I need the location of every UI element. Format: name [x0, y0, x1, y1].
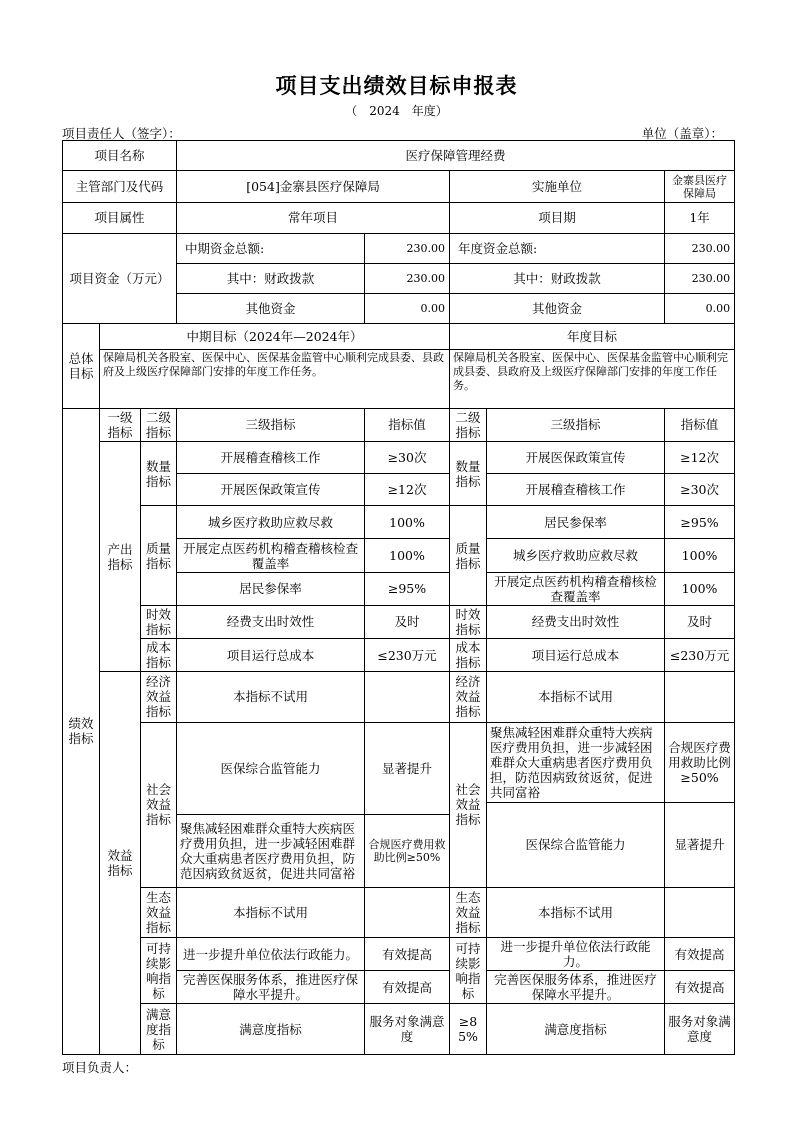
year-value-header: 指标值 — [665, 408, 735, 441]
year-goal-header: 年度目标 — [450, 324, 735, 350]
table-cell: 100% — [365, 506, 450, 539]
project-period-value: 1年 — [665, 203, 735, 233]
table-cell — [665, 672, 735, 722]
year-level2-header: 二级指标 — [450, 408, 487, 441]
table-cell — [665, 887, 735, 937]
table-cell — [365, 887, 450, 937]
mid-goal-text: 保障局机关各股室、医保中心、医保基金监管中心顺利完成县委、县政府及上级医疗保障部门安排的年度工作任务。 — [100, 350, 450, 408]
perf-indicators-label: 绩效指标 — [63, 408, 100, 1054]
year-quantity-label: 数量指标 — [450, 441, 487, 505]
project-period-label: 项目期 — [450, 203, 665, 233]
table-cell: 开展医保政策宣传 — [487, 441, 665, 473]
year-sustain-label: 可持续影响指标 — [450, 938, 487, 1004]
table-cell: 有效提高 — [665, 971, 735, 1004]
table-cell: 聚焦减轻困难群众重特大疾病医疗费用负担，进一步减轻困难群众大重病患者医疗费用负担，防范因病致贫返贫，促进共同富裕 — [177, 815, 365, 887]
table-cell: 有效提高 — [665, 938, 735, 971]
performance-goal-table — [62, 140, 735, 1055]
table-cell: 100% — [665, 572, 735, 605]
overall-goals-label: 总体目标 — [63, 324, 100, 409]
table-cell: 开展医保政策宣传 — [177, 474, 365, 506]
table-cell: 及时 — [665, 605, 735, 638]
table-cell: 本指标不试用 — [177, 887, 365, 937]
responsible-signature-label: 项目责任人（签字）： — [62, 126, 181, 141]
table-cell: 城乡医疗救助应救尽救 — [177, 506, 365, 539]
mid-sustain-label: 可持续影响指标 — [141, 938, 177, 1004]
table-cell: 本指标不试用 — [177, 672, 365, 722]
table-cell: ≥12次 — [365, 474, 450, 506]
year-satisf-label: 满意度指标 — [487, 1004, 665, 1055]
year-econ-label: 经济效益指标 — [450, 672, 487, 722]
mid-social-label: 社会效益指标 — [141, 722, 177, 887]
year-level3-header: 三级指标 — [487, 408, 665, 441]
year-total-label: 年度资金总额: — [450, 233, 665, 263]
unit-seal-label: 单位（盖章）： — [641, 126, 723, 141]
table-cell: 显著提升 — [665, 803, 735, 888]
project-attr-value: 常年项目 — [177, 203, 450, 233]
table-cell: 聚焦减轻困难群众重特大疾病医疗费用负担，进一步减轻困难群众大重病患者医疗费用负担，防范因病致贫返贫，促进共同富裕 — [487, 722, 665, 803]
year-eco-label: 生态效益指标 — [450, 887, 487, 937]
level2-header: 二级指标 — [141, 408, 177, 441]
table-cell: 开展定点医药机构稽查稽核检查覆盖率 — [177, 539, 365, 572]
funds-label: 项目资金（万元） — [63, 233, 177, 324]
value-header: 指标值 — [365, 408, 450, 441]
table-cell: ≥85% — [450, 1004, 487, 1055]
mid-quantity-label: 数量指标 — [141, 441, 177, 505]
table-cell: 100% — [365, 539, 450, 572]
project-attr-label: 项目属性 — [63, 203, 177, 233]
table-cell: 医保综合监管能力 — [177, 722, 365, 815]
table-cell: 本指标不试用 — [487, 887, 665, 937]
table-cell: 项目运行总成本 — [487, 639, 665, 672]
table-cell: 完善医保服务体系，推进医疗保障水平提升。 — [487, 971, 665, 1004]
mid-satisf-label: 满意度指标 — [177, 1004, 365, 1055]
project-name-value: 医疗保障管理经费 — [177, 141, 735, 171]
year-time-label: 时效指标 — [450, 605, 487, 638]
year-line: （ 2024 年度） — [345, 104, 448, 118]
table-cell: 居民参保率 — [177, 572, 365, 605]
mid-other-value: 0.00 — [365, 293, 450, 323]
table-cell: 项目运行总成本 — [177, 639, 365, 672]
table-cell: 完善医保服务体系，推进医疗保障水平提升。 — [177, 971, 365, 1004]
level3-header: 三级指标 — [177, 408, 365, 441]
mid-time-label: 时效指标 — [141, 605, 177, 638]
mid-other-label: 其他资金 — [177, 293, 365, 323]
project-leader-label: 项目负责人： — [62, 1060, 138, 1075]
year-fiscal-label: 其中：财政拨款 — [450, 263, 665, 293]
table-cell: 有效提高 — [365, 938, 450, 971]
year-fiscal-value: 230.00 — [665, 263, 735, 293]
mid-fiscal-label: 其中：财政拨款 — [177, 263, 365, 293]
table-cell: 进一步提升单位依法行政能力。 — [177, 938, 365, 971]
year-other-value: 0.00 — [665, 293, 735, 323]
dept-label: 主管部门及代码 — [63, 171, 177, 203]
year-other-label: 其他资金 — [450, 293, 665, 323]
mid-goal-header: 中期目标（2024年—2024年） — [100, 324, 450, 350]
table-cell: 开展定点医药机构稽查稽核检查覆盖率 — [487, 572, 665, 605]
mid-total-value: 230.00 — [365, 233, 450, 263]
mid-cost-label: 成本指标 — [141, 639, 177, 672]
dept-value: [054]金寨县医疗保障局 — [177, 171, 450, 203]
table-cell: 服务对象满意度 — [365, 1004, 450, 1055]
table-cell: 城乡医疗救助应救尽救 — [487, 539, 665, 572]
year-social-label: 社会效益指标 — [450, 722, 487, 887]
table-cell: 进一步提升单位依法行政能力。 — [487, 938, 665, 971]
table-cell: ≥30次 — [665, 474, 735, 506]
table-cell: 显著提升 — [365, 722, 450, 815]
table-cell: 开展稽查稽核工作 — [177, 441, 365, 473]
table-cell: ≥30次 — [365, 441, 450, 473]
table-cell: 经费支出时效性 — [177, 605, 365, 638]
year-quality-label: 质量指标 — [450, 506, 487, 606]
table-cell: 医保综合监管能力 — [487, 803, 665, 888]
table-cell: ≤230万元 — [665, 639, 735, 672]
impl-unit-label: 实施单位 — [450, 171, 665, 203]
table-cell: 经费支出时效性 — [487, 605, 665, 638]
table-cell: 居民参保率 — [487, 506, 665, 539]
year-goal-text: 保障局机关各股室、医保中心、医保基金监管中心顺利完成县委、县政府及上级医疗保障部门安排的年度工作任务。 — [450, 350, 735, 408]
table-cell: ≥95% — [365, 572, 450, 605]
project-name-label: 项目名称 — [63, 141, 177, 171]
table-cell: 合规医疗费用救助比例≥50% — [665, 722, 735, 803]
mid-quality-label: 质量指标 — [141, 506, 177, 606]
table-cell: 100% — [665, 539, 735, 572]
table-cell: 服务对象满意度 — [665, 1004, 735, 1055]
table-cell: ≤230万元 — [365, 639, 450, 672]
satisfaction-indicator-label: 满意度指标 — [141, 1004, 177, 1055]
mid-total-label: 中期资金总额: — [177, 233, 365, 263]
table-cell: ≥12次 — [665, 441, 735, 473]
table-cell: 本指标不试用 — [487, 672, 665, 722]
table-cell: 开展稽查稽核工作 — [487, 474, 665, 506]
output-indicator-label: 产出指标 — [100, 441, 141, 671]
year-cost-label: 成本指标 — [450, 639, 487, 672]
impl-unit-value: 金寨县医疗保障局 — [665, 171, 735, 203]
year-total-value: 230.00 — [665, 233, 735, 263]
mid-econ-label: 经济效益指标 — [141, 672, 177, 722]
page-title: 项目支出绩效目标申报表 — [275, 73, 518, 98]
table-cell: 合规医疗费用救助比例≥50% — [365, 815, 450, 887]
mid-fiscal-value: 230.00 — [365, 263, 450, 293]
table-cell: ≥95% — [665, 506, 735, 539]
level1-header: 一级指标 — [100, 408, 141, 441]
mid-eco-label: 生态效益指标 — [141, 887, 177, 937]
table-cell: 有效提高 — [365, 971, 450, 1004]
benefit-indicator-label: 效益指标 — [100, 672, 141, 1055]
table-cell — [365, 672, 450, 722]
table-cell: 及时 — [365, 605, 450, 638]
